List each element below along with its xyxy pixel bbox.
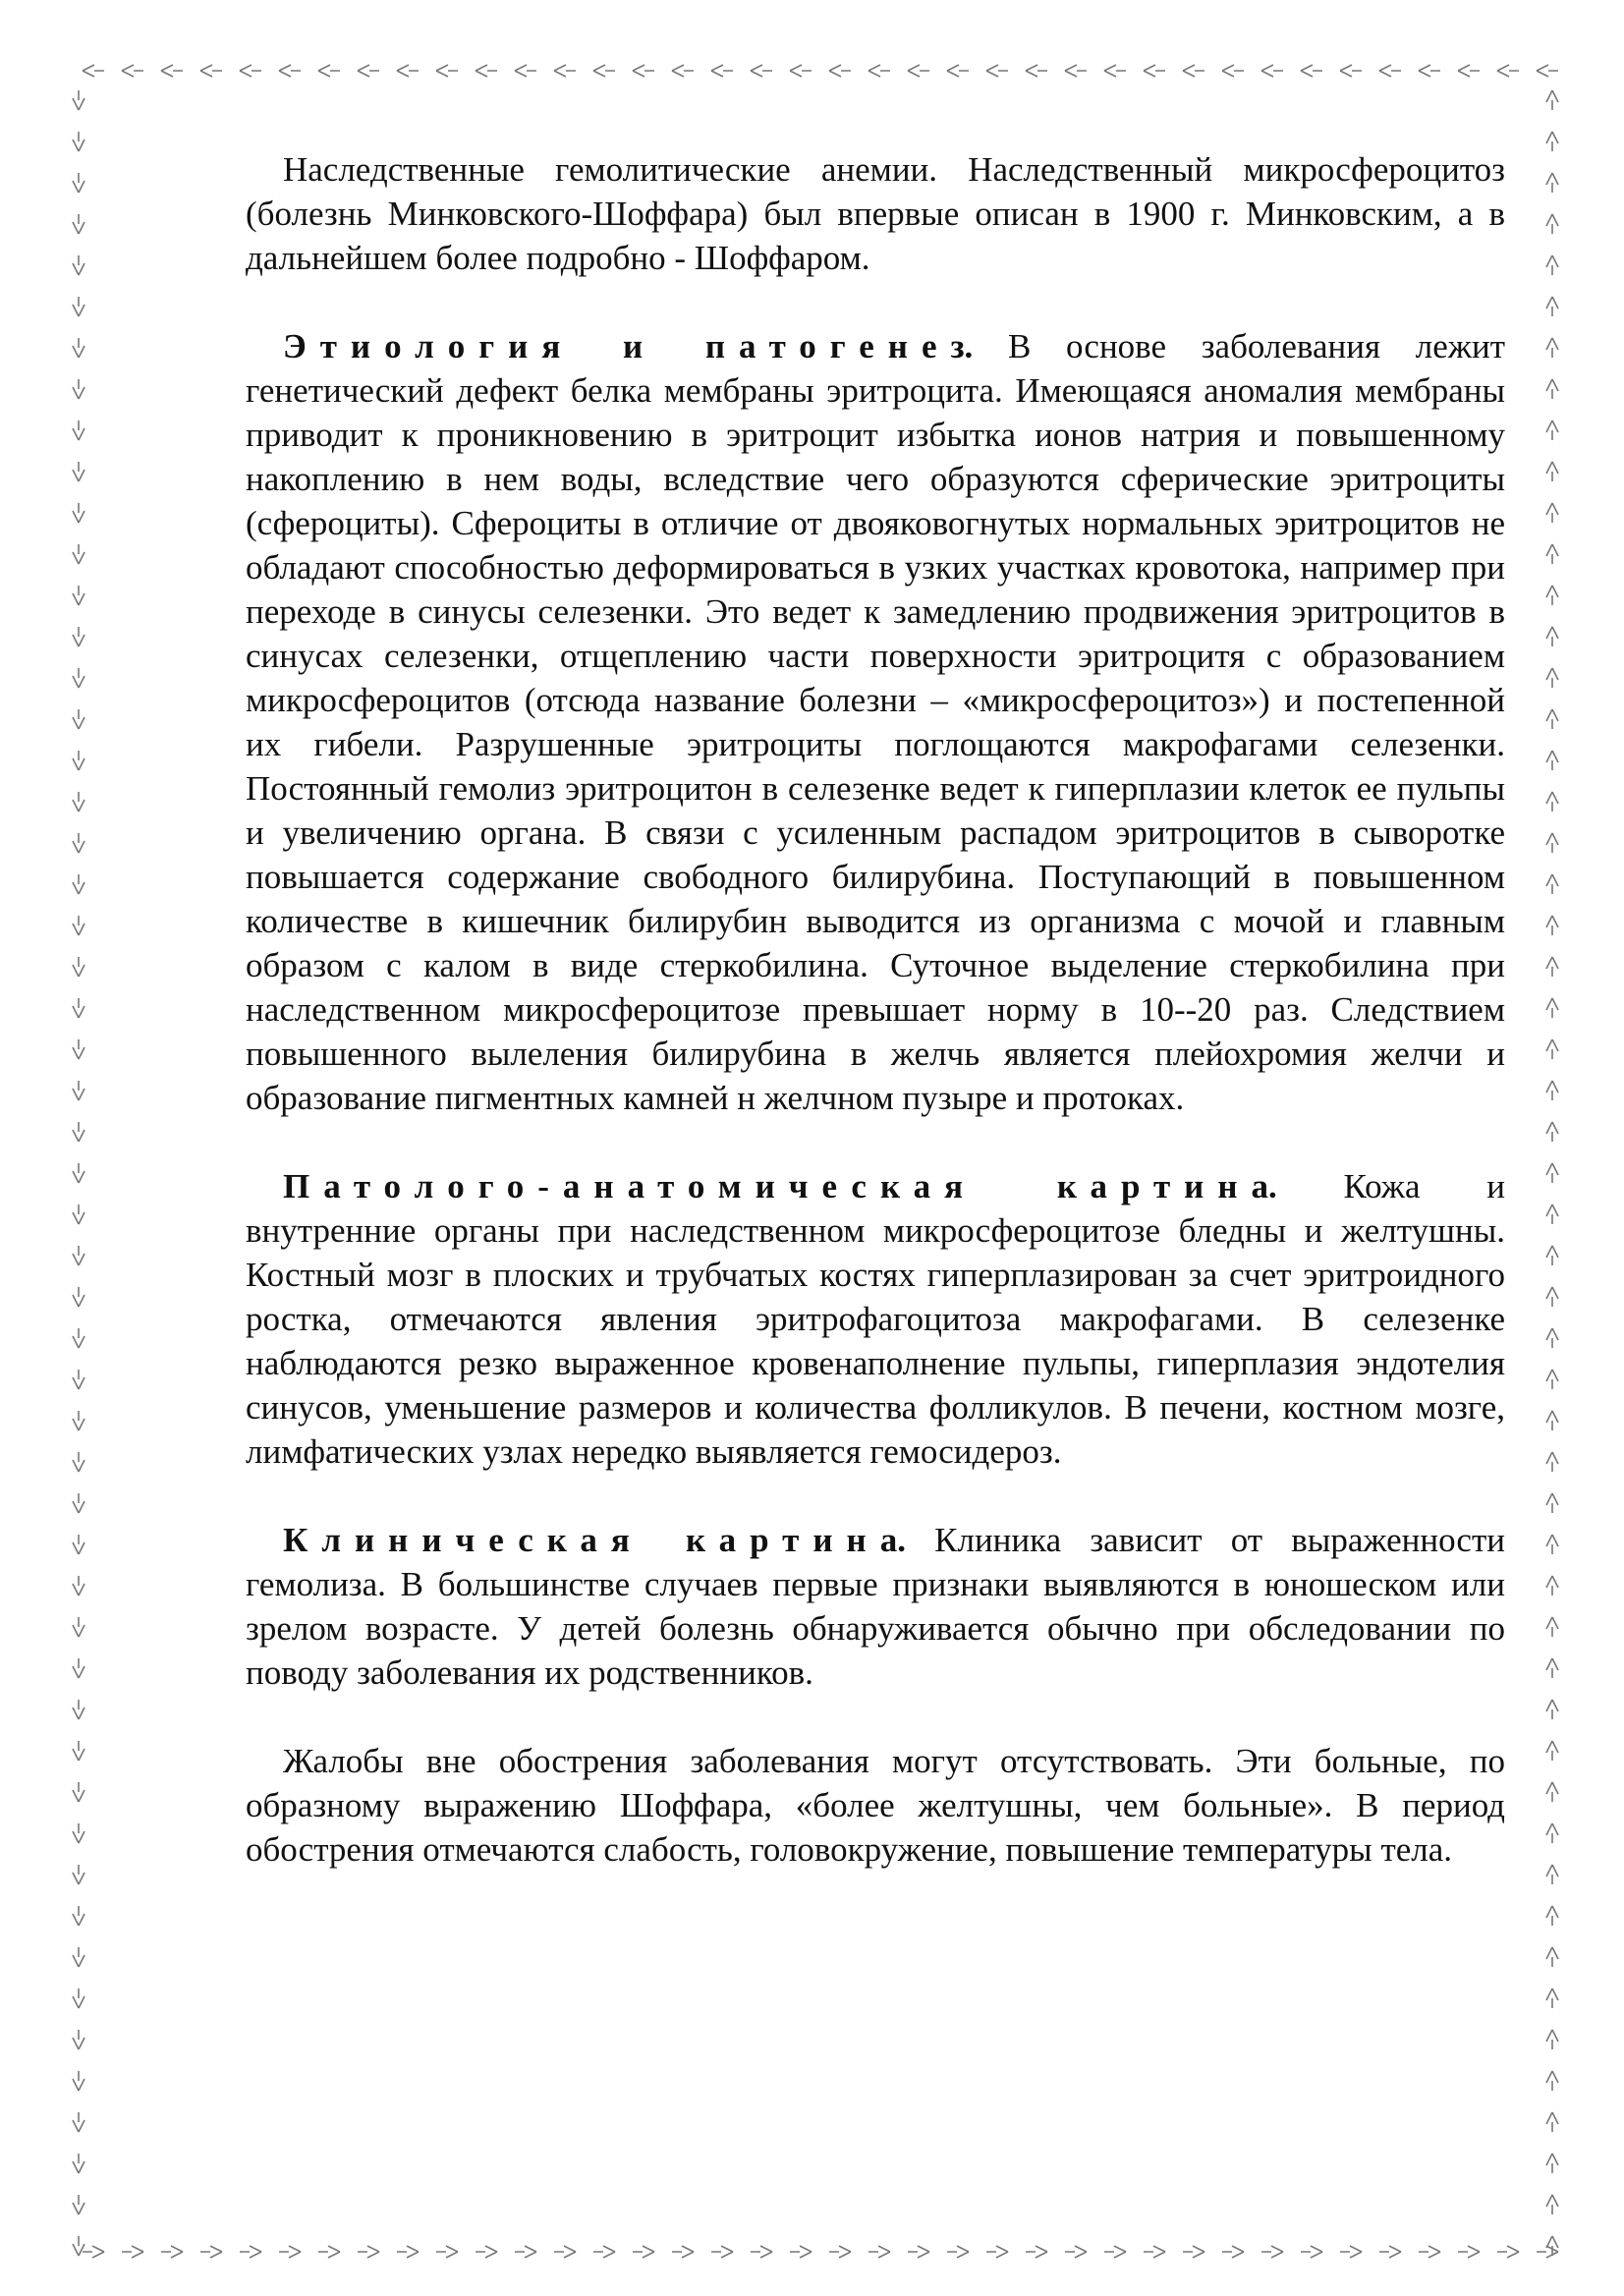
paragraph-text: Клиника зависит от выраженности гемолиза. В большинстве случаев первые признаки выявляются в юношеском или зрелом возрасте. У детей болезнь обнаруживается обычно при обследовании по поводу заболевания их родственников. [246, 1521, 1505, 1692]
paragraph-text: В основе заболевания лежит генетический дефект белка мембраны эритроцита. Имеющаяся аномалия мембраны приводит к проникновению в эритроцит избытка ионов натрия и повышенному накоплению в нем воды, вследствие чего образуются сферические эритроциты (сфероциты). Сфероциты в отличие от двояковогнутых нормальных эритроцитов не обладают способностью деформироваться в узких участках кровотока, например при переходе в синусы селезенки. Это ведет к замедлению продвижения эритроцитов в синусах селезенки, отщеплению части поверхности эритроцитя с образованием микросфероцитов (отсюда название болезни – «микросфероцитоз») и постепенной их гибели. Разрушенные эритроциты поглощаются макрофагами селезенки. Постоянный гемолиз эритроцитон в селезенке ведет к гиперплазии клеток ее пульпы и увеличению органа. В связи с усиленным распадом эритроцитов в сыворотке повышается содержание свободного билирубина. Поступающий в повышенном количестве в кишечник билирубин выводится из организма с мочой и главным образом с калом в виде стеркобилина. Суточное выделение стеркобилина при наследственном микросфероцитозе превышает норму в 10--20 раз. Следствием повышенного вылеления билирубина в желчь является плейохромия желчи и образование пигментных камней н желчном пузыре и протоках. [246, 327, 1505, 1117]
border-ornament-mark [1546, 1576, 1558, 1596]
border-ornament-mark [554, 2246, 576, 2258]
border-ornament-mark [1546, 751, 1558, 770]
border-ornament-mark [790, 65, 812, 77]
border-ornament-mark [279, 65, 301, 77]
border-ornament-mark [1379, 2246, 1401, 2258]
border-ornament-mark [1546, 255, 1558, 275]
border-ornament-mark [73, 833, 84, 853]
border-ornament-mark [73, 1617, 84, 1637]
border-ornament-mark [73, 1947, 84, 1967]
paragraph-pathology [246, 1164, 1505, 1474]
border-ornament-mark [1546, 1122, 1558, 1142]
border-ornament-mark [672, 2246, 694, 2258]
border-ornament-mark [73, 1535, 84, 1554]
border-ornament-mark [1419, 2246, 1440, 2258]
border-ornament-mark [1546, 1411, 1558, 1430]
border-ornament-mark [318, 65, 340, 77]
border-ornament-mark [73, 2154, 84, 2173]
border-ornament-mark [1379, 65, 1401, 77]
border-ornament-mark [633, 65, 654, 77]
border-ornament-mark [1546, 297, 1558, 316]
border-ornament-mark [73, 1452, 84, 1472]
border-ornament-mark [73, 1370, 84, 1389]
border-ornament-mark [73, 1906, 84, 1926]
border-ornament-mark [1546, 1246, 1558, 1265]
border-ornament-mark [358, 65, 379, 77]
border-ornament-mark [73, 544, 84, 564]
border-ornament-mark [986, 65, 1008, 77]
border-ornament-mark [593, 65, 615, 77]
border-ornament-mark [73, 1782, 84, 1802]
border-ornament-mark [1546, 90, 1558, 110]
border-ornament-mark [1546, 1452, 1558, 1472]
border-ornament-mark [1546, 2112, 1558, 2132]
border-ornament-mark [868, 65, 890, 77]
border-ornament-mark [1546, 586, 1558, 605]
border-ornament-mark [515, 2246, 536, 2258]
border-ornament-mark [986, 2246, 1008, 2258]
border-ornament-mark [947, 2246, 969, 2258]
border-ornament-mark [73, 2195, 84, 2214]
border-ornament-mark [73, 503, 84, 523]
border-ornament-mark [515, 65, 536, 77]
border-ornament-mark [1261, 2246, 1283, 2258]
border-ornament-mark [73, 1039, 84, 1059]
border-ornament-mark [73, 132, 84, 151]
border-ornament-mark [73, 1988, 84, 2008]
border-ornament-mark [73, 1122, 84, 1142]
border-ornament-mark [1546, 2030, 1558, 2049]
border-ornament-mark [1546, 1782, 1558, 1802]
border-ornament-mark [908, 65, 929, 77]
border-ornament-mark [1537, 65, 1558, 77]
border-ornament-mark [1183, 65, 1204, 77]
border-ornament-mark [1497, 2246, 1519, 2258]
paragraph-text: Жалобы вне обострения заболевания могут отсутствовать. Эти больные, по образному выражению Шоффара, «более желтушны, чем больные». В период обострения отмечаются слабость, головокружение, повышение температуры тела. [246, 1742, 1505, 1869]
border-ornament-mark [1546, 1163, 1558, 1183]
border-ornament-mark [1546, 998, 1558, 1018]
border-ornament-mark [1301, 65, 1322, 77]
border-ornament-mark [73, 2236, 84, 2256]
border-ornament-mark [279, 2246, 301, 2258]
border-ornament-mark [1546, 1535, 1558, 1554]
border-ornament-mark [711, 65, 733, 77]
paragraph-etiology [246, 324, 1505, 1120]
paragraph-text: Кожа и внутренние органы при наследственном микросфероцитозе бледны и желтушны. Костный мозг в плоских и трубчатых костях гиперплазирован за счет эритроидного ростка, отмечаются явления эритрофагоцитоза макрофагами. В селезенке наблюдаются резко выраженное кровенаполнение пульпы, гиперплазия эндотелия синусов, уменьшение размеров и количества фолликулов. В печени, костном мозге, лимфатических узлах нередко выявляется гемосидероз. [246, 1167, 1505, 1471]
border-ornament-mark [73, 627, 84, 646]
border-ornament-mark [122, 65, 143, 77]
border-ornament-mark [436, 65, 458, 77]
border-ornament-mark [73, 1246, 84, 1265]
border-ornament-mark [240, 2246, 261, 2258]
section-heading-etiology-tail: з. [950, 327, 974, 365]
border-ornament-mark [1546, 214, 1558, 234]
border-ornament-mark [1104, 65, 1126, 77]
border-ornament-mark [751, 65, 772, 77]
border-ornament-mark [397, 2246, 419, 2258]
border-ornament-mark [1222, 65, 1244, 77]
paragraph-intro [246, 147, 1505, 280]
border-ornament-mark [1340, 65, 1362, 77]
border-ornament-mark [1546, 1370, 1558, 1389]
border-ornament-mark [476, 65, 497, 77]
border-ornament-mark [1546, 1865, 1558, 1884]
border-ornament-mark [1546, 1700, 1558, 1719]
border-ornament-mark [436, 2246, 458, 2258]
border-ornament-mark [1546, 503, 1558, 523]
border-ornament-mark [73, 586, 84, 605]
border-ornament-mark [1419, 65, 1440, 77]
border-ornament-mark [476, 2246, 497, 2258]
border-ornament-mark [1546, 173, 1558, 193]
border-ornament-mark [868, 2246, 890, 2258]
border-ornament-mark [1026, 65, 1047, 77]
border-ornament-mark [1183, 2246, 1204, 2258]
border-ornament-mark [83, 2246, 104, 2258]
border-ornament-mark [73, 1865, 84, 1884]
border-ornament-mark [73, 2112, 84, 2132]
border-ornament-mark [73, 709, 84, 729]
border-ornament-mark [1144, 65, 1165, 77]
border-ornament-mark [1537, 2246, 1558, 2258]
border-ornament-mark [1546, 668, 1558, 688]
border-ornament-mark [161, 65, 183, 77]
border-ornament-mark [1546, 874, 1558, 894]
border-ornament-mark [358, 2246, 379, 2258]
border-ornament-mark [751, 2246, 772, 2258]
border-ornament-mark [1546, 338, 1558, 358]
border-ornament-mark [1546, 379, 1558, 399]
border-ornament-mark [1144, 2246, 1165, 2258]
border-ornament-mark [73, 420, 84, 440]
border-ornament-mark [1546, 462, 1558, 481]
border-ornament-mark [73, 1163, 84, 1183]
border-ornament-mark [672, 65, 694, 77]
border-ornament-mark [1546, 1287, 1558, 1307]
border-ornament-mark [200, 2246, 222, 2258]
border-ornament-mark [947, 65, 969, 77]
border-ornament-mark [790, 2246, 812, 2258]
border-ornament-mark [1546, 1741, 1558, 1761]
border-ornament-mark [1340, 2246, 1362, 2258]
border-ornament-mark [1546, 2154, 1558, 2173]
border-ornament-mark [73, 874, 84, 894]
border-ornament-mark [200, 65, 222, 77]
paragraph-complaints [246, 1739, 1505, 1872]
border-ornament-mark [1065, 65, 1087, 77]
border-ornament-mark [593, 2246, 615, 2258]
border-ornament-mark [122, 2246, 143, 2258]
border-ornament-mark [73, 90, 84, 110]
border-ornament-mark [73, 1741, 84, 1761]
border-ornament-mark [1546, 544, 1558, 564]
border-ornament-mark [73, 255, 84, 275]
border-ornament-mark [908, 2246, 929, 2258]
border-ornament-mark [73, 173, 84, 193]
border-ornament-mark [829, 65, 851, 77]
border-ornament-mark [1546, 792, 1558, 812]
border-ornament-mark [1546, 1906, 1558, 1926]
border-ornament-mark [1458, 65, 1480, 77]
border-ornament-mark [73, 1823, 84, 1843]
border-ornament-mark [1104, 2246, 1126, 2258]
border-ornament-mark [73, 1411, 84, 1430]
section-heading-clinical-tail: а. [879, 1521, 906, 1559]
border-ornament-mark [73, 2030, 84, 2049]
border-ornament-mark [1026, 2246, 1047, 2258]
border-ornament-mark [73, 998, 84, 1018]
border-ornament-mark [73, 1576, 84, 1596]
border-ornament-mark [73, 462, 84, 481]
border-ornament-mark [554, 65, 576, 77]
section-heading-pathology: Патолого-анатомическая картин [283, 1167, 1252, 1205]
border-ornament-mark [1546, 2071, 1558, 2091]
border-ornament-mark [1546, 1493, 1558, 1513]
border-ornament-mark [73, 751, 84, 770]
border-ornament-mark [73, 916, 84, 935]
border-ornament-mark [829, 2246, 851, 2258]
border-ornament-mark [73, 1493, 84, 1513]
border-ornament-mark [73, 214, 84, 234]
border-ornament-mark [73, 1081, 84, 1100]
paragraph-clinical [246, 1518, 1505, 1695]
border-ornament-mark [73, 1328, 84, 1348]
paragraph-text: Наследственные гемолитические анемии. Наследственный микросфероцитоз (болезнь Минковского-Шоффара) был впервые описан в 1900 г. Минковским, а в дальнейшем более подробно - Шоффаром. [246, 150, 1505, 277]
border-ornament-mark [1546, 833, 1558, 853]
section-heading-pathology-tail: а. [1251, 1167, 1277, 1205]
border-ornament-mark [1546, 1328, 1558, 1348]
border-ornament-mark [1546, 627, 1558, 646]
border-ornament-mark [73, 792, 84, 812]
border-ornament-mark [161, 2246, 183, 2258]
border-ornament-mark [711, 2246, 733, 2258]
border-ornament-mark [1261, 65, 1283, 77]
border-ornament-mark [73, 2071, 84, 2091]
border-ornament-mark [1065, 2246, 1087, 2258]
border-ornament-mark [73, 957, 84, 977]
border-ornament-mark [1301, 2246, 1322, 2258]
border-ornament-mark [73, 668, 84, 688]
border-ornament-mark [240, 65, 261, 77]
border-ornament-mark [73, 338, 84, 358]
border-ornament-mark [1546, 132, 1558, 151]
border-ornament-mark [83, 65, 104, 77]
border-ornament-mark [397, 65, 419, 77]
border-ornament-mark [73, 297, 84, 316]
border-ornament-mark [1546, 420, 1558, 440]
border-ornament-mark [73, 1287, 84, 1307]
border-ornament-mark [1546, 957, 1558, 977]
border-ornament-mark [318, 2246, 340, 2258]
border-ornament-mark [1546, 1039, 1558, 1059]
border-ornament-mark [73, 1658, 84, 1678]
border-ornament-mark [73, 1204, 84, 1224]
border-ornament-mark [1546, 709, 1558, 729]
border-ornament-mark [1546, 2195, 1558, 2214]
border-ornament-mark [1546, 1823, 1558, 1843]
section-heading-clinical: Клиническая картин [283, 1521, 880, 1559]
border-ornament-mark [1546, 1947, 1558, 1967]
border-ornament-mark [1458, 2246, 1480, 2258]
border-ornament-mark [1546, 1988, 1558, 2008]
border-ornament-mark [633, 2246, 654, 2258]
document-body [246, 147, 1505, 1916]
section-heading-etiology: Этиология и патогене [283, 327, 951, 365]
border-ornament-mark [1222, 2246, 1244, 2258]
border-ornament-mark [1497, 65, 1519, 77]
border-ornament-mark [73, 1700, 84, 1719]
border-ornament-mark [1546, 1081, 1558, 1100]
border-ornament-mark [1546, 1204, 1558, 1224]
border-ornament-mark [1546, 1617, 1558, 1637]
border-ornament-mark [1546, 1658, 1558, 1678]
border-ornament-mark [1546, 916, 1558, 935]
border-ornament-mark [73, 379, 84, 399]
